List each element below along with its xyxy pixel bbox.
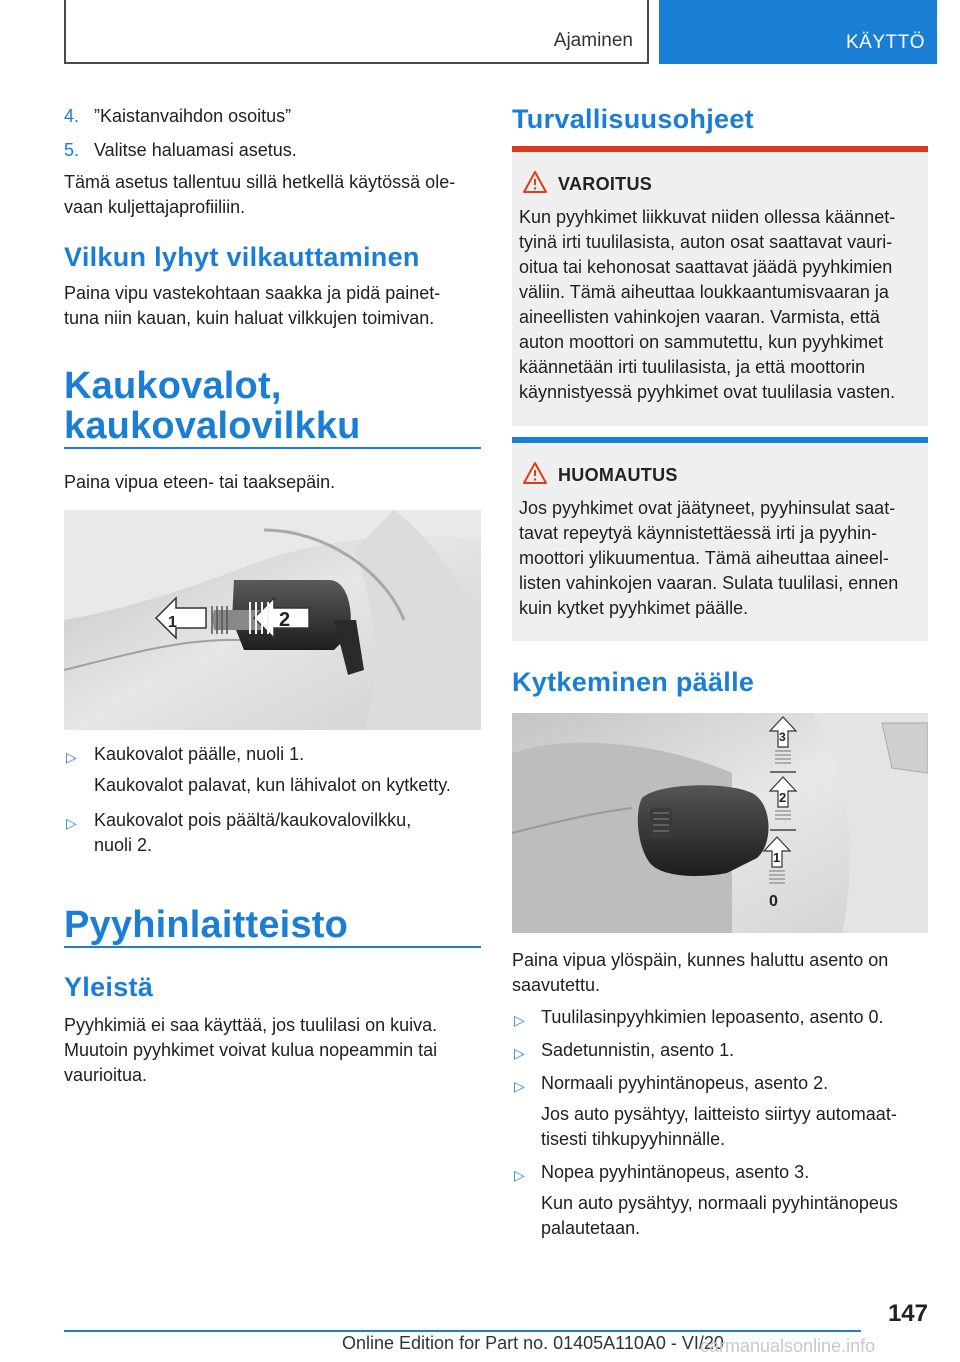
header-chapter-label: KÄYTTÖ <box>845 32 925 53</box>
heading-kytkeminen-paalle: Kytkeminen päälle <box>512 667 755 697</box>
arrow-label-2: 2 <box>279 609 291 631</box>
notice-title: HUOMAUTUS <box>558 465 678 485</box>
list-number: 5. <box>64 140 80 160</box>
heading-pyyhinlaitteisto: Pyyhinlaitteisto <box>64 904 349 946</box>
paragraph-line: tuna niin kauan, kuin haluat vilkkujen toimivan. <box>64 308 435 328</box>
bullet-text: Kaukovalot päälle, nuoli 1. <box>94 744 305 764</box>
warning-line: väliin. Tämä aiheuttaa loukkaantumisvaaran ja <box>519 282 889 302</box>
position-label-0: 0 <box>769 893 778 910</box>
warning-text <box>519 205 929 405</box>
notice-text <box>519 496 929 621</box>
paragraph-line: Pyyhkimiä ei saa käyttää, jos tuulilasi on kuiva. <box>64 1015 438 1035</box>
notice-line: listen vahinkojen vaaran. Sulata tuulilasi, ennen <box>519 573 899 593</box>
list-item-text: Valitse haluamasi asetus. <box>94 140 297 160</box>
bullet-text: Tuulilasinpyyhkimien lepoasento, asento 0. <box>541 1007 884 1027</box>
warning-box <box>512 146 928 426</box>
notice-line: kuin kytket pyyhkimet päälle. <box>519 598 749 618</box>
bullet-icon: ▷ <box>514 1078 525 1094</box>
header-chapter-tab <box>659 0 937 64</box>
bullet-icon: ▷ <box>66 749 77 765</box>
position-label-1: 1 <box>773 850 781 865</box>
watermark: carmanualsonline.info <box>700 1336 876 1356</box>
paragraph-line: Muutoin pyyhkimet voivat kulua nopeammin tai <box>64 1040 438 1060</box>
warning-triangle-icon <box>522 170 548 199</box>
footer-rule <box>64 1330 861 1332</box>
bullet-icon: ▷ <box>514 1167 525 1183</box>
warning-title: VAROITUS <box>558 174 653 194</box>
bullet-icon: ▷ <box>514 1045 525 1061</box>
warning-bar <box>512 146 928 152</box>
bullet-subtext: Jos auto pysähtyy, laitteisto siirtyy automaat- <box>541 1104 897 1124</box>
warning-line: oitua tai kehonosat saattavat jäädä pyyhkimien <box>519 257 893 277</box>
notice-bar <box>512 437 928 443</box>
warning-line: aineellisten vahinkojen vaaran. Varmista, että <box>519 307 880 327</box>
list-item-text: ”Kaistanvaihdon osoitus” <box>94 106 292 126</box>
bullet-text-line2: nuoli 2. <box>94 835 153 855</box>
position-label-2: 2 <box>779 790 787 805</box>
list-item <box>64 138 79 163</box>
notice-line: Jos pyyhkimet ovat jäätyneet, pyyhinsulat saat- <box>519 498 896 518</box>
warning-line: käännetään irti tuulilasista, ja että moottorin <box>519 357 866 377</box>
heading-rule <box>64 447 481 449</box>
paragraph-line: vaan kuljettajaprofiiliin. <box>64 197 246 217</box>
heading-vilkku: Vilkun lyhyt vilkauttaminen <box>64 242 420 272</box>
bullet-text: Sadetunnistin, asento 1. <box>541 1040 735 1060</box>
bullet-subtext: tisesti tihkupyyhinnälle. <box>541 1129 726 1149</box>
position-label-3: 3 <box>779 730 786 744</box>
paragraph-line: saavutettu. <box>512 975 601 995</box>
paragraph-line: Paina vipu vastekohtaan saakka ja pidä painet- <box>64 283 441 303</box>
heading-rule <box>64 946 481 948</box>
paragraph-line: Tämä asetus tallentuu sillä hetkellä käytössä ole- <box>64 172 456 192</box>
notice-box <box>512 437 928 641</box>
notice-line: moottori ylikuumentua. Tämä aiheuttaa aineel- <box>519 548 889 568</box>
edition-note: Online Edition for Part no. 01405A110A0 - VI/20 <box>342 1333 724 1353</box>
bullet-icon: ▷ <box>514 1012 525 1028</box>
bullet-subtext: Kun auto pysähtyy, normaali pyyhintänopeus <box>541 1193 898 1213</box>
heading-turvallisuusohjeet: Turvallisuusohjeet <box>512 104 754 134</box>
notice-line: tavat repeytyä käynnistettäessä irti ja pyyhin- <box>519 523 878 543</box>
bullet-text: Normaali pyyhintänopeus, asento 2. <box>541 1073 829 1093</box>
bullet-subtext: palautetaan. <box>541 1218 641 1238</box>
header-section-label: Ajaminen <box>553 30 633 51</box>
bullet-subtext: Kaukovalot palavat, kun lähivalot on kytketty. <box>94 775 451 795</box>
bullet-icon: ▷ <box>66 815 77 831</box>
heading-kaukovalot: Kaukovalot, <box>64 365 282 407</box>
header-section-tab <box>64 0 649 64</box>
wiper-lever-illustration <box>512 713 928 933</box>
warning-line: auton moottori on sammutettu, kun pyyhkimet <box>519 332 884 352</box>
warning-line: käynnistyessä pyyhkimet ovat tuulilasia vasten. <box>519 382 896 402</box>
bullet-text: Nopea pyyhintänopeus, asento 3. <box>541 1162 810 1182</box>
high-beam-lever-illustration <box>64 510 481 730</box>
bullet-text: Kaukovalot pois päältä/kaukovalovilkku, <box>94 810 412 830</box>
warning-line: tyinä irti tuulilasista, auton osat saattavat vauri- <box>519 232 893 252</box>
heading-yleista: Yleistä <box>64 972 154 1002</box>
paragraph-line: vaurioitua. <box>64 1065 148 1085</box>
heading-kaukovalot-line2: kaukovalovilkku <box>64 405 361 447</box>
notice-triangle-icon <box>522 461 548 490</box>
page-number: 147 <box>887 1300 928 1327</box>
arrow-label-1: 1 <box>168 614 177 631</box>
paragraph-line: Paina vipua ylöspäin, kunnes haluttu asento on <box>512 950 889 970</box>
list-number: 4. <box>64 106 80 126</box>
warning-line: Kun pyyhkimet liikkuvat niiden ollessa käännet- <box>519 207 896 227</box>
list-item <box>64 104 79 129</box>
paragraph: Paina vipua eteen- tai taaksepäin. <box>64 472 336 492</box>
